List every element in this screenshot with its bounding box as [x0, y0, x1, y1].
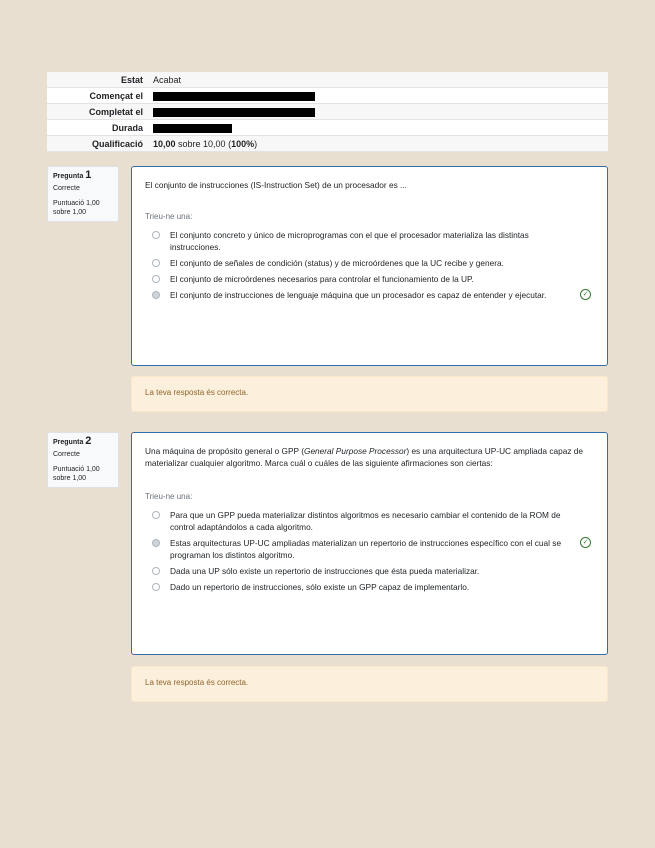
- summary-row-started: [47, 88, 608, 104]
- summary-value: [149, 136, 608, 152]
- answer-option[interactable]: Estas arquitecturas UP-UC ampliadas materializan un repertorio de instrucciones específico con el cual se programan los distintos algoritmo. ✓: [145, 537, 595, 561]
- radio-button-selected[interactable]: [152, 539, 160, 547]
- summary-value: [149, 120, 608, 136]
- radio-button[interactable]: [152, 567, 160, 575]
- question-number: Pregunta 1: [53, 169, 92, 181]
- radio-button[interactable]: [152, 275, 160, 283]
- answer-prompt: Trieu-ne una:: [145, 492, 193, 501]
- grade-text-end: ): [254, 138, 258, 149]
- radio-button[interactable]: [152, 259, 160, 267]
- summary-value: [149, 104, 608, 120]
- radio-button[interactable]: [152, 231, 160, 239]
- summary-row-completed: [47, 104, 608, 120]
- answer-option[interactable]: Dado un repertorio de instrucciones, sólo existe un GPP capaz de implementarlo.: [145, 581, 595, 593]
- radio-button-selected[interactable]: [152, 291, 160, 299]
- radio-button[interactable]: [152, 511, 160, 519]
- question-number: Pregunta 2: [53, 435, 92, 447]
- question-state: Correcte: [53, 451, 80, 458]
- summary-label: Durada: [47, 120, 149, 136]
- answer-option[interactable]: El conjunto concreto y único de microprogramas con el que el procesador materializa las distintas instrucciones.: [145, 229, 595, 253]
- question-content: [131, 432, 608, 655]
- question-info: [47, 166, 119, 222]
- question-info: [47, 432, 119, 488]
- check-icon: ✓: [580, 289, 591, 300]
- answer-option[interactable]: El conjunto de señales de condición (status) y de microórdenes que la UC recibe y genera.: [145, 257, 595, 269]
- summary-value: Acabat: [149, 72, 608, 88]
- feedback-box: La teva resposta és correcta.: [131, 376, 608, 412]
- answer-option[interactable]: Para que un GPP pueda materializar distintos algoritmos es necesario cambiar el contenido de la ROM de control adaptándolos a cada algoritmo.: [145, 509, 595, 533]
- answer-option[interactable]: El conjunto de instrucciones de lenguaje máquina que un procesador es capaz de entender y ejecutar. ✓: [145, 289, 595, 301]
- question-mark: Puntuació 1,00 sobre 1,00: [53, 466, 100, 482]
- question-text: El conjunto de instrucciones (IS-Instruction Set) de un procesador es ...: [145, 180, 407, 190]
- grade-text: sobre 10,00 (: [175, 138, 232, 149]
- feedback-box: La teva resposta és correcta.: [131, 666, 608, 702]
- summary-row-duration: [47, 120, 608, 136]
- summary-row-state: [47, 72, 608, 88]
- summary-value: [149, 88, 608, 104]
- answer-option[interactable]: Dada una UP sólo existe un repertorio de instrucciones que ésta pueda materializar.: [145, 565, 595, 577]
- summary-row-grade: [47, 136, 608, 152]
- attempt-summary-table: [47, 72, 608, 152]
- summary-label: Estat: [47, 72, 149, 88]
- redacted-block: [153, 124, 232, 133]
- summary-label: Completat el: [47, 104, 149, 120]
- answer-option[interactable]: El conjunto de microórdenes necesarios para controlar el funcionamiento de la UP.: [145, 273, 595, 285]
- question-content: [131, 166, 608, 366]
- grade-percent: 100%: [231, 138, 255, 149]
- grade-value: 10,00: [153, 138, 176, 149]
- redacted-block: [153, 92, 315, 101]
- question-mark: Puntuació 1,00 sobre 1,00: [53, 200, 100, 216]
- redacted-block: [153, 108, 315, 117]
- summary-label: Qualificació: [47, 136, 149, 152]
- radio-button[interactable]: [152, 583, 160, 591]
- answer-prompt: Trieu-ne una:: [145, 212, 193, 221]
- question-state: Correcte: [53, 185, 80, 192]
- summary-label: Començat el: [47, 88, 149, 104]
- check-icon: ✓: [580, 537, 591, 548]
- question-text: Una máquina de propósito general o GPP (General Purpose Processor) es una arquitectura UP-UC ampliada capaz de materializar cualquier algoritmo. Marca cuál o cuáles de las siguiente afirmaciones son ciertas:: [145, 446, 584, 468]
